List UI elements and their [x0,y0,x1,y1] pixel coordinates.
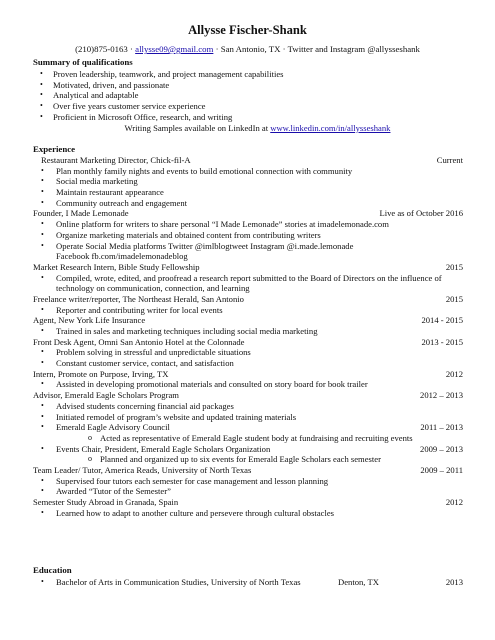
linkedin-link[interactable]: www.linkedin.com/in/allysseshank [270,123,391,133]
experience-heading: Experience [33,144,76,154]
circle-bullet-icon: o [88,432,92,442]
list-item: • Operate Social Media platforms Twitter @imlblogtweet Instagram @i.made.lemonade [41,240,354,251]
bullet-icon: • [41,411,44,421]
list-item: • Events Chair, President, Emerald Eagle Scholars Organization 2009 – 2013 [41,443,463,454]
bullet-icon: • [41,197,44,207]
list-item: • Emerald Eagle Advisory Council 2011 – 2013 [41,422,463,433]
bullet-icon: • [41,304,44,314]
list-item: • Reporter and contributing writer for local events [41,304,223,315]
list-item: • Over five years customer service experience [40,101,206,112]
education-location: Denton, TX [338,577,379,587]
bullet-icon: • [41,347,44,357]
summary-list [33,69,463,122]
bullet-icon: • [40,69,43,78]
job-title-row: Team Leader/ Tutor, America Reads, University of North Texas 2009 – 2011 [33,464,463,475]
list-item: • Motivated, driven, and passionate [40,79,170,90]
bullet-icon: • [41,577,44,586]
email-link[interactable]: allysse09@gmail.com [135,44,214,54]
job-title-row: Advisor, Emerald Eagle Scholars Program 2012 – 2013 [33,390,463,401]
circle-bullet-icon: o [88,454,92,464]
degree-text: Bachelor of Arts in Communication Studies, University of North Texas [56,577,301,587]
list-item: • Assisted in developing promotional materials and consulted on story board for book trailer [41,379,368,390]
job-title-row: Semester Study Abroad in Granada, Spain 2012 [33,497,463,508]
bullet-icon: • [41,443,44,453]
bullet-icon: • [40,101,43,111]
bullet-icon: • [41,379,44,389]
sub-list-item: o Planned and organized up to six events for Emerald Eagle Scholars each semester [88,454,381,465]
bullet-icon: • [41,229,44,239]
list-item: • Learned how to adapt to another culture and persevere through cultural obstacles [41,507,334,518]
job-title-row: Agent, New York Life Insurance 2014 - 2015 [33,315,463,326]
education-date: 2013 [445,577,463,587]
bullet-icon: • [41,475,44,485]
bullet-icon: • [41,400,44,410]
bullet-icon: • [40,90,43,100]
list-item: • Advised students concerning financial aid packages [41,400,234,411]
bullet-icon: • [41,240,44,250]
bullet-icon: • [41,326,44,336]
bullet-icon: • [41,422,44,432]
list-item: • Proficient in Microsoft Office, research, and writing [40,111,233,122]
writing-samples-line: Writing Samples available on LinkedIn at www.linkedin.com/in/allysseshank [124,123,391,133]
bullet-icon: • [40,111,43,121]
job-title-row: Front Desk Agent, Omni San Antonio Hotel at the Colonnade 2013 - 2015 [33,336,463,347]
list-item: • Compiled, wrote, edited, and proofread a research report submitted to the Board of Directors on the influence of technology on communication, connection, and learning [41,272,442,294]
bullet-icon: • [41,358,44,368]
bullet-icon: • [41,486,44,496]
bullet-icon: • [40,79,43,89]
list-item: • Maintain restaurant appearance [41,187,164,198]
list-item: • Awarded “Tutor of the Semester” [41,486,171,497]
job-title-row: Intern, Promote on Purpose, Irving, TX 2012 [33,368,463,379]
list-item: • Proven leadership, teamwork, and project management capabilities [40,69,284,79]
list-item: • Analytical and adaptable [40,90,139,101]
contact-line [0,44,495,55]
bullet-icon: • [41,176,44,186]
list-item: • Supervised four tutors each semester for case management and lesson planning [41,475,329,486]
job-title-row: Market Research Intern, Bible Study Fellowship 2015 [33,261,463,272]
education-list [33,577,463,588]
list-item: • Plan monthly family nights and events to build emotional connection with community [41,165,353,176]
bullet-icon: • [41,187,44,197]
job-title-row: Restaurant Marketing Director, Chick-fil-A Current [41,155,463,165]
bullet-icon: • [41,219,44,229]
list-item: • Problem solving in stressful and unpredictable situations [41,347,251,358]
list-item-continuation: Facebook fb.com/imadelemonadeblog [56,251,188,262]
job-title-row: Freelance writer/reporter, The Northeast Herald, San Antonio 2015 [33,293,463,304]
location-social: · San Antonio, TX · Twitter and Instagram @allysseshank [215,44,420,54]
experience-list [33,155,463,518]
phone-number: (210)875-0163 · [75,44,133,54]
list-item: • Online platform for writers to share personal “I Made Lemonade” stories at imadelemonade.com [41,219,389,230]
sub-list-item: o Acted as representative of Emerald Eagle student body at fundraising and recruiting events [88,432,413,443]
education-heading: Education [33,565,72,575]
bullet-icon: • [41,165,44,175]
summary-heading: Summary of qualifications [33,57,133,67]
list-item: • Organize marketing materials and obtained content from contributing writers [41,229,321,240]
resume-name: Allysse Fischer-Shank [188,23,307,37]
bullet-icon: • [41,272,44,282]
list-item: • Community outreach and engagement [41,197,188,208]
list-item: • Constant customer service, contact, and satisfaction [41,358,234,369]
bullet-icon: • [41,507,44,517]
job-title-row: Founder, I Made Lemonade Live as of October 2016 [33,208,463,219]
list-item [33,577,463,588]
list-item: • Social media marketing [41,176,138,187]
list-item: • Initiated remodel of program’s website and updated training materials [41,411,297,422]
list-item: • Trained in sales and marketing techniques including social media marketing [41,326,318,337]
